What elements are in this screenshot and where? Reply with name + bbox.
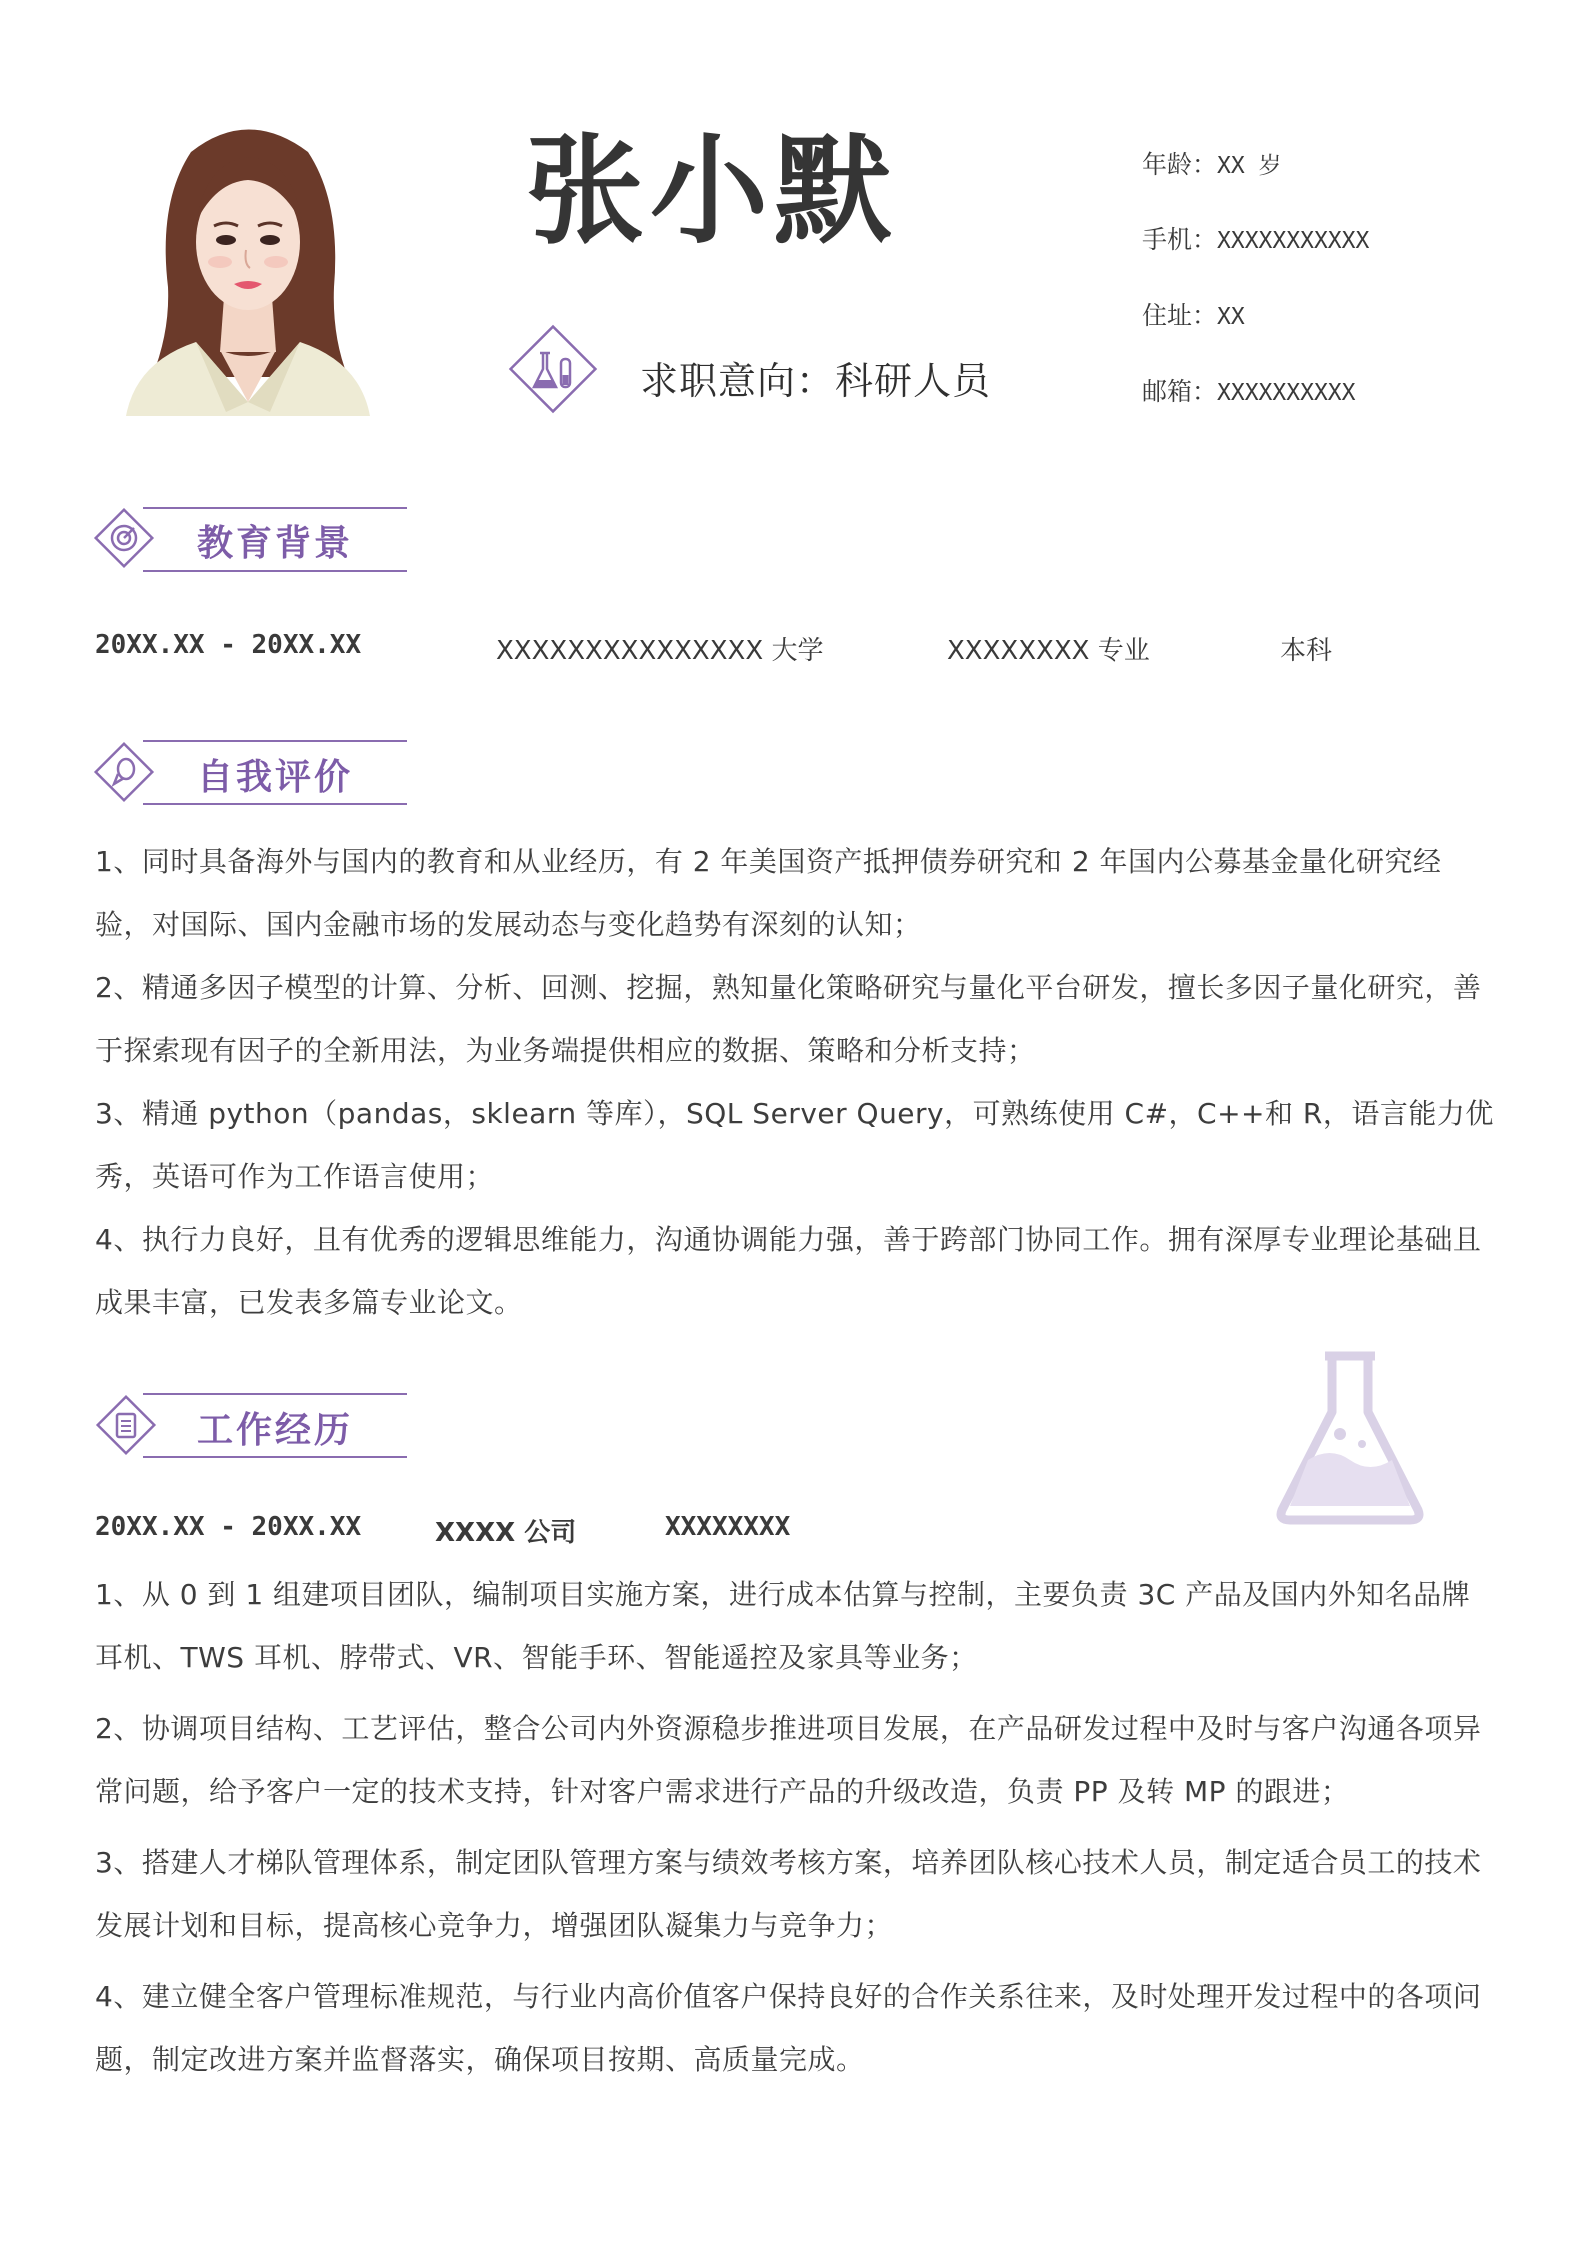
clipboard-icon: [90, 1389, 162, 1461]
list-item: 3、精通 python（pandas，sklearn 等库），SQL Server Query，可熟练使用 C#，C++和 R，语言能力优秀，英语可作为工作语言使用；: [95, 1097, 1494, 1193]
contact-label: 邮箱：: [1142, 377, 1218, 406]
work-position: XXXXXXXX: [665, 1512, 791, 1542]
section-rule-bottom: [143, 570, 407, 572]
work-company: XXXX 公司: [435, 1518, 577, 1548]
contact-email: [1142, 372, 1356, 408]
contact-phone: [1142, 220, 1369, 256]
section-title-self-evaluation: 自我评价: [197, 757, 354, 798]
section-rule-bottom: [143, 1456, 407, 1458]
section-rule-top: [143, 507, 407, 509]
chat-bubble-icon: [88, 736, 160, 808]
section-rule-top: [143, 1393, 407, 1395]
avatar: [96, 112, 400, 416]
section-rule-top: [143, 740, 407, 742]
contact-label: 年龄：: [1142, 150, 1218, 179]
list-item: 4、执行力良好，且有优秀的逻辑思维能力，沟通协调能力强，善于跨部门协同工作。拥有深厚专业理论基础且成果丰富，已发表多篇专业论文。: [95, 1223, 1482, 1319]
education-major: XXXXXXXX 专业: [947, 636, 1150, 666]
contact-age: [1142, 145, 1282, 181]
self-evaluation-list: [95, 830, 1495, 1334]
contact-value: XX: [1217, 304, 1245, 330]
education-degree: 本科: [1280, 636, 1333, 666]
section-title-education: 教育背景: [197, 523, 354, 564]
contact-address: [1142, 296, 1245, 332]
contact-label: 手机：: [1142, 225, 1218, 254]
list-item: 1、从 0 到 1 组建项目团队，编制项目实施方案，进行成本估算与控制，主要负责 3C 产品及国内外知名品牌耳机、TWS 耳机、脖带式、VR、智能手环、智能遥控及家具等业务；: [95, 1578, 1471, 1674]
section-rule-bottom: [143, 803, 407, 805]
contact-value: XX 岁: [1217, 153, 1282, 179]
contact-value: XXXXXXXXXX: [1217, 380, 1356, 406]
job-intent: 求职意向：科研人员: [640, 359, 992, 403]
education-school: XXXXXXXXXXXXXXX 大学: [496, 636, 824, 666]
list-item: 3、搭建人才梯队管理体系，制定团队管理方案与绩效考核方案，培养团队核心技术人员，制定适合员工的技术发展计划和目标，提高核心竞争力，增强团队凝集力与竞争力；: [95, 1846, 1482, 1942]
section-title-work: 工作经历: [197, 1410, 354, 1451]
list-item: 4、建立健全客户管理标准规范，与行业内高价值客户保持良好的合作关系往来，及时处理开发过程中的各项问题，制定改进方案并监督落实，确保项目按期、高质量完成。: [95, 1980, 1482, 2076]
list-item: 1、同时具备海外与国内的教育和从业经历，有 2 年美国资产抵押债券研究和 2 年国内公募基金量化研究经验，对国际、国内金融市场的发展动态与变化趋势有深刻的认知；: [95, 845, 1442, 941]
list-item: 2、精通多因子模型的计算、分析、回测、挖掘，熟知量化策略研究与量化平台研发，擅长多因子量化研究，善于探索现有因子的全新用法，为业务端提供相应的数据、策略和分析支持；: [95, 971, 1482, 1067]
flask-watermark-icon: [1270, 1350, 1430, 1526]
education-period: 20XX.XX - 20XX.XX: [95, 630, 362, 660]
lab-flask-icon: [501, 317, 605, 421]
list-item: 2、协调项目结构、工艺评估，整合公司内外资源稳步推进项目发展，在产品研发过程中及时与客户沟通各项异常问题，给予客户一定的技术支持，针对客户需求进行产品的升级改造，负责 PP 及转 MP 的跟进；: [95, 1712, 1482, 1808]
work-duty-list: [95, 1563, 1495, 2091]
target-icon: [88, 502, 160, 574]
candidate-name: 张小默: [526, 122, 899, 260]
contact-label: 住址：: [1142, 301, 1218, 330]
work-period: 20XX.XX - 20XX.XX: [95, 1512, 362, 1542]
contact-value: XXXXXXXXXXX: [1217, 228, 1370, 254]
